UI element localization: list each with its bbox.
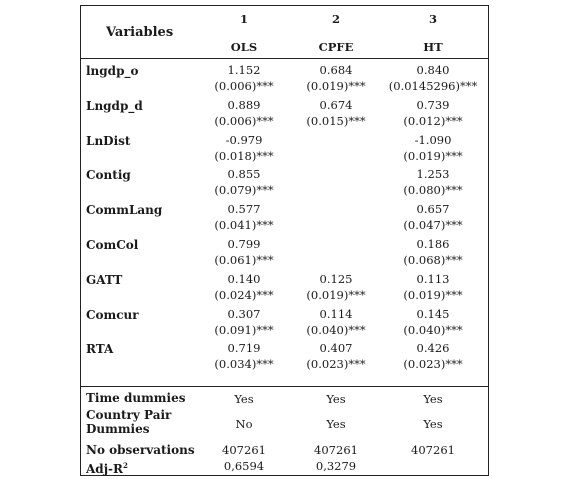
coef-cpfe: 0.674 xyxy=(319,98,353,112)
pair-dummies-ht: Yes xyxy=(423,417,443,431)
coef-ht: 0.840 xyxy=(416,63,450,77)
stderr-cpfe: (0.040)*** xyxy=(306,323,366,337)
coef-ols: 0.307 xyxy=(227,307,261,321)
col3-number: 3 xyxy=(428,12,437,26)
variable-label: RTA xyxy=(86,342,114,356)
adj-r2-superscript: 2 xyxy=(123,461,128,470)
stderr-ht: (0.019)*** xyxy=(403,288,463,302)
variable-label: LnDist xyxy=(86,134,131,148)
stderr-ols: (0.006)*** xyxy=(214,79,274,93)
time-dummies-cpfe: Yes xyxy=(326,392,346,406)
observations-label: No observations xyxy=(86,443,195,457)
variable-label: ComCol xyxy=(86,238,139,252)
stderr-ols: (0.041)*** xyxy=(214,218,274,232)
variable-label: Lngdp_d xyxy=(86,99,143,113)
stderr-ht: (0.023)*** xyxy=(403,357,463,371)
col1-number: 1 xyxy=(239,12,248,26)
stderr-cpfe: (0.019)*** xyxy=(306,79,366,93)
coef-ht: 0.657 xyxy=(416,202,450,216)
header-divider xyxy=(81,58,488,59)
coef-ht: -1.090 xyxy=(414,133,452,147)
variable-label: CommLang xyxy=(86,203,163,217)
coef-ols: 0.799 xyxy=(227,237,261,251)
coef-ols: 0.889 xyxy=(227,98,261,112)
time-dummies-ht: Yes xyxy=(423,392,443,406)
coef-ht: 0.186 xyxy=(416,237,450,251)
stderr-ols: (0.091)*** xyxy=(214,323,274,337)
stderr-cpfe: (0.023)*** xyxy=(306,357,366,371)
coef-ols: 0.719 xyxy=(227,341,261,355)
coef-ht: 0.145 xyxy=(416,307,450,321)
observations-cpfe: 407261 xyxy=(314,443,358,457)
col3-name: HT xyxy=(423,40,443,54)
variable-label: Comcur xyxy=(86,308,139,322)
coef-ols: 0.855 xyxy=(227,167,261,181)
pair-dummies-cpfe: Yes xyxy=(326,417,346,431)
coef-ols: 0.577 xyxy=(227,202,261,216)
stderr-ht: (0.047)*** xyxy=(403,218,463,232)
stderr-ols: (0.034)*** xyxy=(214,357,274,371)
stderr-cpfe: (0.019)*** xyxy=(306,288,366,302)
stderr-ols: (0.006)*** xyxy=(214,114,274,128)
coef-ols: 1.152 xyxy=(227,63,261,77)
stderr-ols: (0.061)*** xyxy=(214,253,274,267)
stderr-cpfe: (0.015)*** xyxy=(306,114,366,128)
coef-cpfe: 0.114 xyxy=(319,307,353,321)
coef-ols: -0.979 xyxy=(225,133,263,147)
stderr-ols: (0.079)*** xyxy=(214,183,274,197)
stderr-ols: (0.018)*** xyxy=(214,149,274,163)
observations-ols: 407261 xyxy=(222,443,266,457)
observations-ht: 407261 xyxy=(411,443,455,457)
stderr-ht: (0.080)*** xyxy=(403,183,463,197)
coef-ht: 0.739 xyxy=(416,98,450,112)
coef-cpfe: 0.125 xyxy=(319,272,353,286)
time-dummies-ols: Yes xyxy=(234,392,254,406)
pair-dummies-ols: No xyxy=(235,417,253,431)
col1-name: OLS xyxy=(230,40,258,54)
variables-header: Variables xyxy=(106,25,174,40)
coef-ht: 0.113 xyxy=(416,272,450,286)
footer-divider xyxy=(81,386,488,387)
coef-cpfe: 0.407 xyxy=(319,341,353,355)
pair-dummies-label: Country Pair Dummies xyxy=(86,408,172,436)
stderr-ht: (0.068)*** xyxy=(403,253,463,267)
variable-label: GATT xyxy=(86,273,123,287)
coef-cpfe: 0.684 xyxy=(319,63,353,77)
variable-label: Contig xyxy=(86,168,131,182)
col2-name: CPFE xyxy=(318,40,354,54)
adj-r2-label xyxy=(86,459,128,476)
adj-r2-cpfe: 0,3279 xyxy=(315,459,357,473)
coef-ht: 1.253 xyxy=(416,167,450,181)
coef-ht: 0.426 xyxy=(416,341,450,355)
adj-r2-ols: 0,6594 xyxy=(223,459,265,473)
time-dummies-label: Time dummies xyxy=(86,391,186,405)
adj-r2-text: Adj-R xyxy=(86,462,123,476)
stderr-ht: (0.012)*** xyxy=(403,114,463,128)
coef-ols: 0.140 xyxy=(227,272,261,286)
stderr-ht: (0.019)*** xyxy=(403,149,463,163)
regression-table xyxy=(80,5,489,476)
variable-label: lngdp_o xyxy=(86,64,139,78)
stderr-ht: (0.040)*** xyxy=(403,323,463,337)
col2-number: 2 xyxy=(331,12,340,26)
stderr-ht: (0.0145296)*** xyxy=(388,79,478,93)
stderr-ols: (0.024)*** xyxy=(214,288,274,302)
